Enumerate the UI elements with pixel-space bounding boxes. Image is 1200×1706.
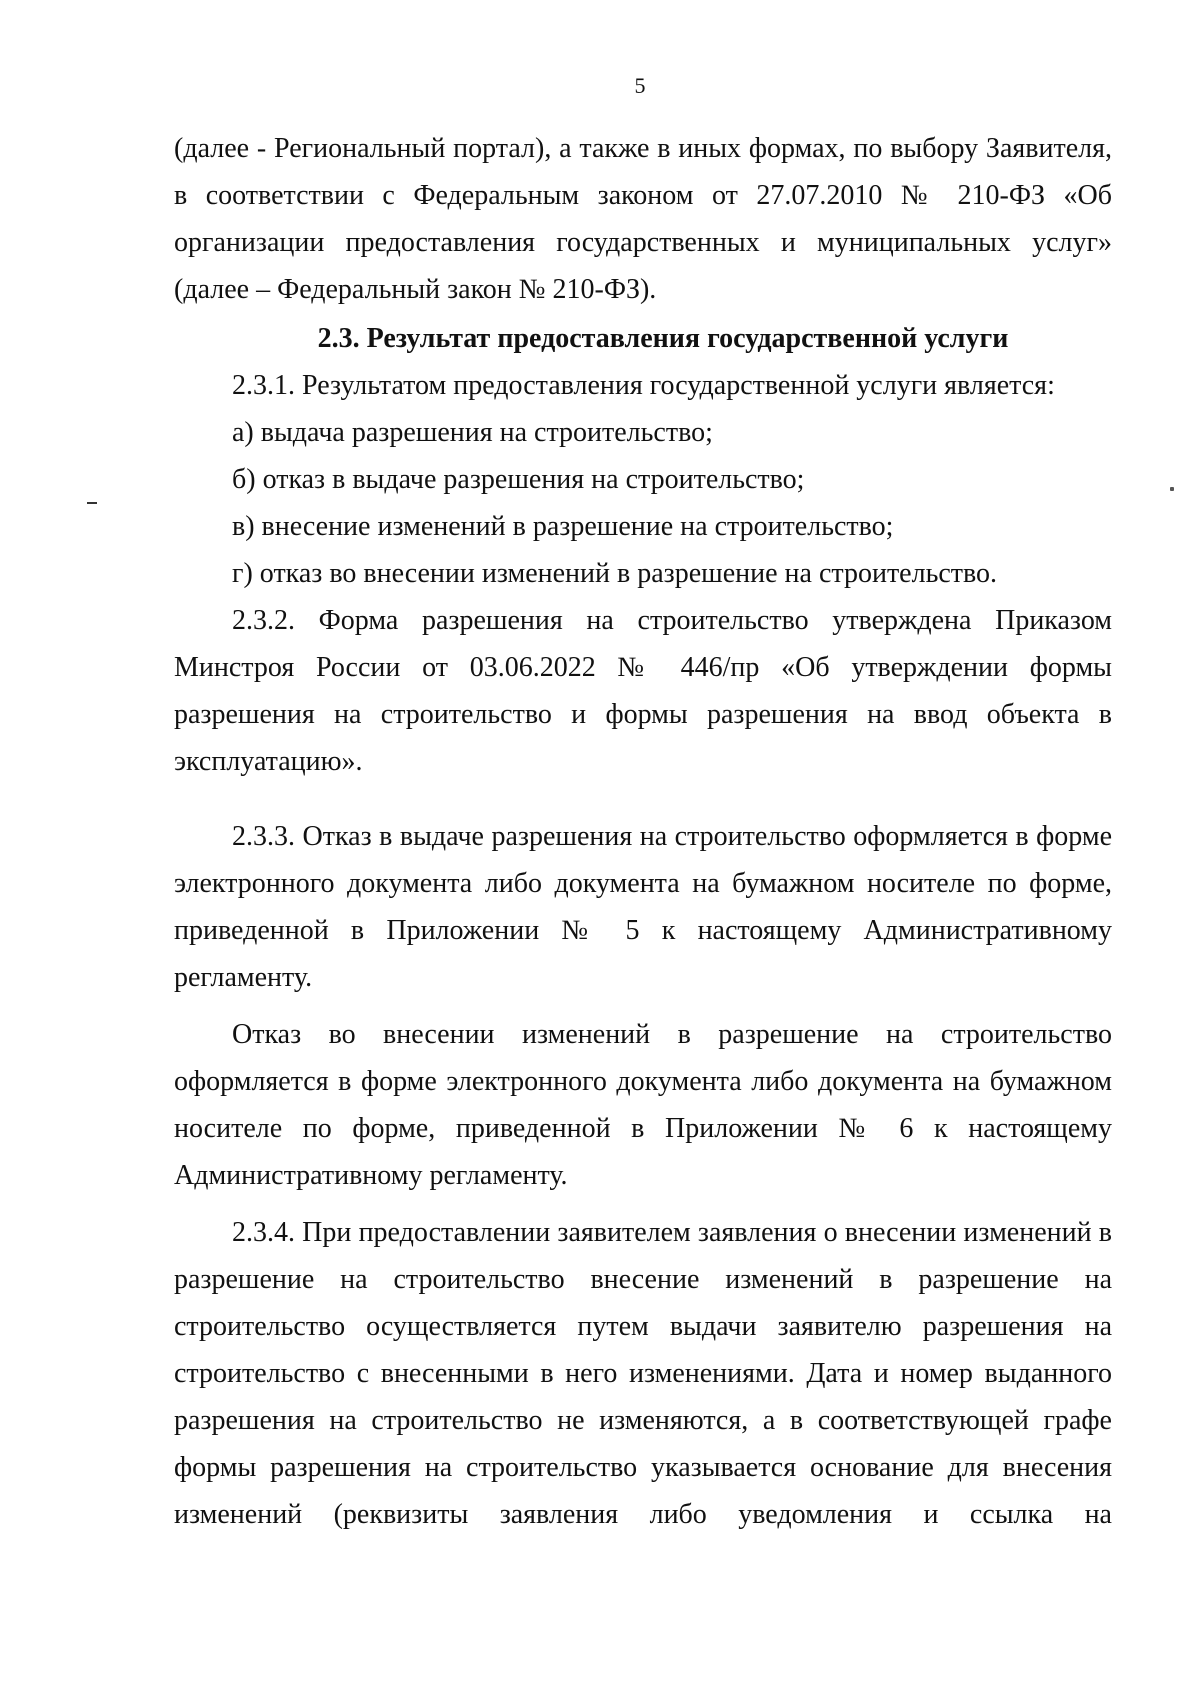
scan-mark [1170, 487, 1174, 491]
paragraph-2-3-1: 2.3.1. Результатом предоставления государственной услуги является: [232, 370, 1055, 401]
paragraph-2-3-2: 2.3.2. Форма разрешения на строительство утверждена Приказом Минстроя России от 03.06.2022 № 446/пр «Об утверждении формы разрешения на строительство и формы разрешения на ввод объекта в эксплуатацию». [174, 605, 1112, 777]
section-heading: 2.3. Результат предоставления государственной услуги [317, 323, 1009, 354]
list-item-g: г) отказ во внесении изменений в разрешение на строительство. [232, 558, 998, 589]
paragraph-2-3-4: 2.3.4. При предоставлении заявителем заявления о внесении изменений в разрешение на строительство внесение изменений в разрешение на строительство осуществляется путем выдачи заявителю разрешения на строительство с внесенными в него изменениями. Дата и номер выданного разрешения на строительство не изменяются, а в соответствующей графе формы разрешения на строительство указывается основание для внесения изменений (реквизиты заявления либо уведомления и ссылка на [174, 1217, 1112, 1530]
document-body [174, 125, 1112, 1538]
page-number: 5 [634, 73, 646, 98]
list-item-a: а) выдача разрешения на строительство; [232, 417, 713, 448]
list-item-b: б) отказ в выдаче разрешения на строительство; [232, 464, 805, 495]
paragraph-2-3-3: 2.3.3. Отказ в выдаче разрешения на строительство оформляется в форме электронного документа либо документа на бумажном носителе по форме, приведенной в Приложении № 5 к настоящему Административному регламенту. [174, 821, 1112, 993]
list-item-v: в) внесение изменений в разрешение на строительство; [232, 511, 894, 542]
paragraph-2-3-3-refusal: Отказ во внесении изменений в разрешение на строительство оформляется в форме электронного документа либо документа на бумажном носителе по форме, приведенной в Приложении № 6 к настоящему Административному регламенту. [174, 1019, 1112, 1191]
scan-mark [87, 502, 97, 504]
paragraph-intro: (далее - Региональный портал), а также в иных формах, по выбору Заявителя, в соответствии с Федеральным законом от 27.07.2010 № 210-ФЗ «Об организации предоставления государственных и муниципальных услуг» (далее – Федеральный закон № 210-ФЗ). [174, 133, 1112, 305]
